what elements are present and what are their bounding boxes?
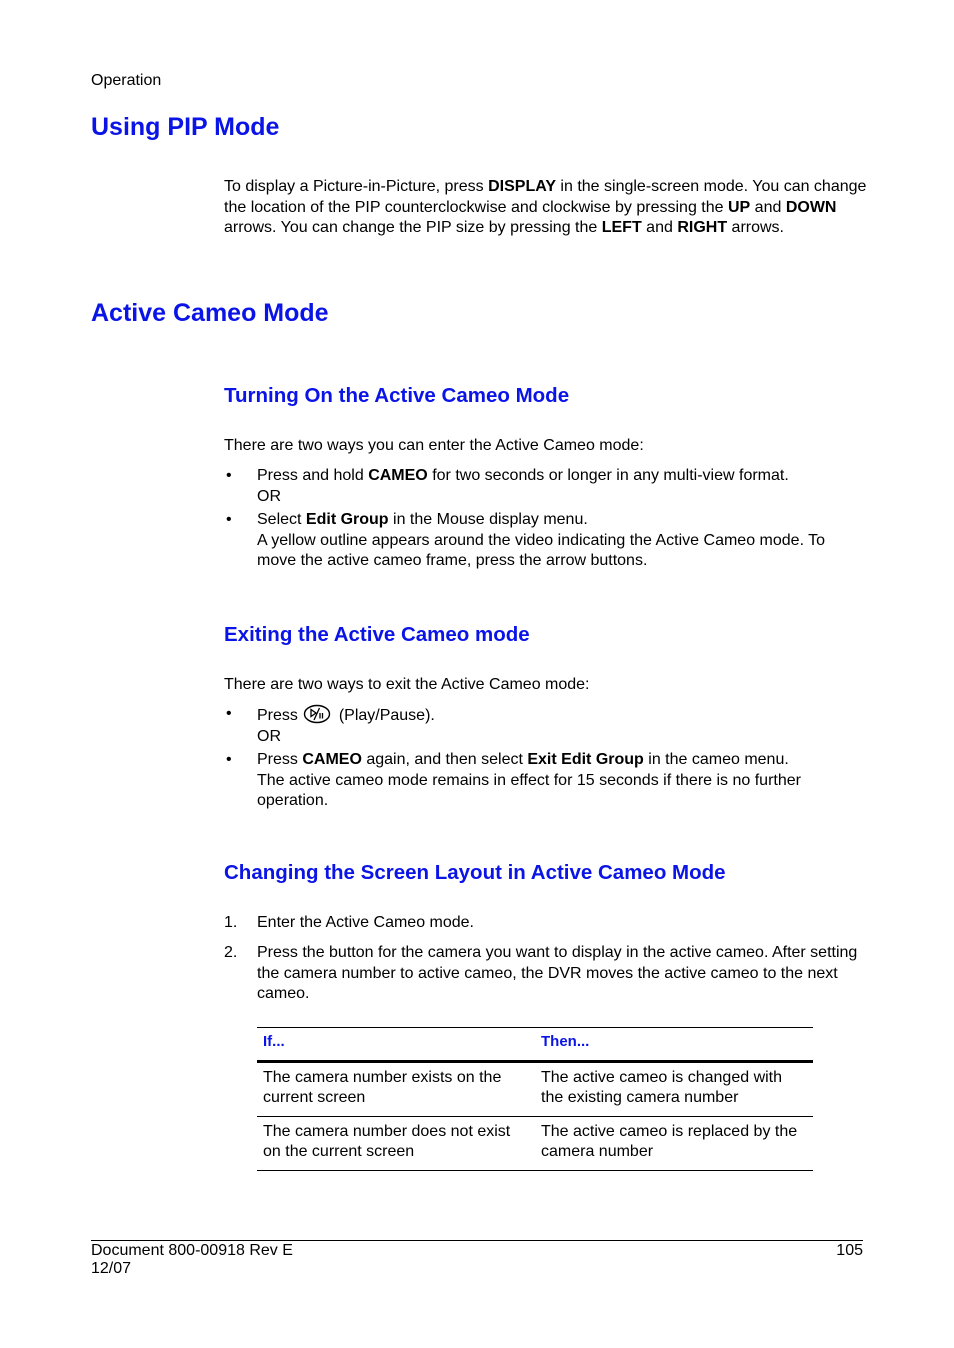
or-label: OR <box>257 727 281 745</box>
layout-steps <box>224 913 864 1005</box>
key-cameo: CAMEO <box>368 467 428 484</box>
table-cell: The active cameo is replaced by the camera number <box>535 1116 813 1170</box>
step-number: 1. <box>224 914 238 931</box>
bullet-marker: • <box>226 467 232 484</box>
key-cameo: CAMEO <box>302 751 362 768</box>
menu-edit-group: Edit Group <box>305 511 389 528</box>
section-title-pip: Using PIP Mode <box>91 113 280 141</box>
document-date: 12/07 <box>91 1260 132 1277</box>
list-item: • Press CAMEO again, and then select Exit Edit Group in the cameo menu. The active cameo mode remains in effect for 15 seconds if there is no further operation. <box>226 751 801 809</box>
table-row <box>257 1061 813 1116</box>
play-pause-icon <box>303 704 331 724</box>
table-cell: The camera number does not exist on the current screen <box>257 1116 535 1170</box>
pip-paragraph: To display a Picture-in-Picture, press DISPLAY in the single-screen mode. You can change the location of the PIP counterclockwise and clockwise by pressing the UP and DOWN arrows. You can change the PIP size by pressing the LEFT and RIGHT arrows. <box>224 178 867 236</box>
bullet-note: The active cameo mode remains in effect for 15 seconds if there is no further operation. <box>257 771 801 809</box>
key-left: LEFT <box>601 219 642 236</box>
column-header-then: Then... <box>535 1028 813 1062</box>
subsection-title-turning-on: Turning On the Active Cameo Mode <box>224 384 570 407</box>
turning-on-intro: There are two ways you can enter the Active Cameo mode: <box>224 437 644 454</box>
list-item: • Press and hold CAMEO for two seconds or longer in any multi-view format. OR <box>226 467 789 505</box>
column-header-if: If... <box>257 1028 535 1062</box>
section-title-cameo: Active Cameo Mode <box>91 299 329 327</box>
table-row <box>257 1116 813 1170</box>
menu-exit-edit-group: Exit Edit Group <box>527 751 644 768</box>
document-number: Document 800-00918 Rev E <box>91 1242 293 1259</box>
subsection-title-layout: Changing the Screen Layout in Active Cameo Mode <box>224 861 726 884</box>
step-text: Enter the Active Cameo mode. <box>257 914 474 931</box>
key-up: UP <box>727 198 751 216</box>
page-number: 105 <box>836 1242 863 1259</box>
turning-on-list <box>224 466 864 572</box>
step-text: Press the button for the camera you want to display in the active cameo. After setting the camera number to active cameo, the DVR moves the active cameo to the next cameo. <box>257 944 858 1002</box>
bullet-note: A yellow outline appears around the video indicating the Active Cameo mode. To move the active cameo frame, press the arrow buttons. <box>257 531 826 569</box>
bullet-marker: • <box>226 705 232 722</box>
exiting-list <box>224 704 864 812</box>
table-cell: The camera number exists on the current screen <box>257 1061 535 1116</box>
footer-divider <box>91 1240 863 1241</box>
footer-document-info <box>91 1242 293 1278</box>
list-item: • Press (Play/Pause). OR <box>226 705 435 745</box>
or-label: OR <box>257 487 281 505</box>
key-down: DOWN <box>785 198 837 216</box>
running-header: Operation <box>91 72 162 89</box>
exiting-intro: There are two ways to exit the Active Cameo mode: <box>224 676 590 693</box>
table-cell: The active cameo is changed with the existing camera number <box>535 1061 813 1116</box>
bullet-marker: • <box>226 751 232 768</box>
step-item <box>224 943 864 1005</box>
key-right: RIGHT <box>677 219 728 236</box>
if-then-table <box>257 1027 813 1171</box>
key-display: DISPLAY <box>488 178 556 195</box>
subsection-title-exiting: Exiting the Active Cameo mode <box>224 623 530 646</box>
list-item: • Select Edit Group in the Mouse display menu. A yellow outline appears around the video indicating the Active Cameo mode. To move the active cameo frame, press the arrow buttons. <box>226 511 826 569</box>
table-header-row <box>257 1028 813 1062</box>
step-number: 2. <box>224 944 238 961</box>
step-item <box>224 913 864 934</box>
bullet-marker: • <box>226 511 232 528</box>
